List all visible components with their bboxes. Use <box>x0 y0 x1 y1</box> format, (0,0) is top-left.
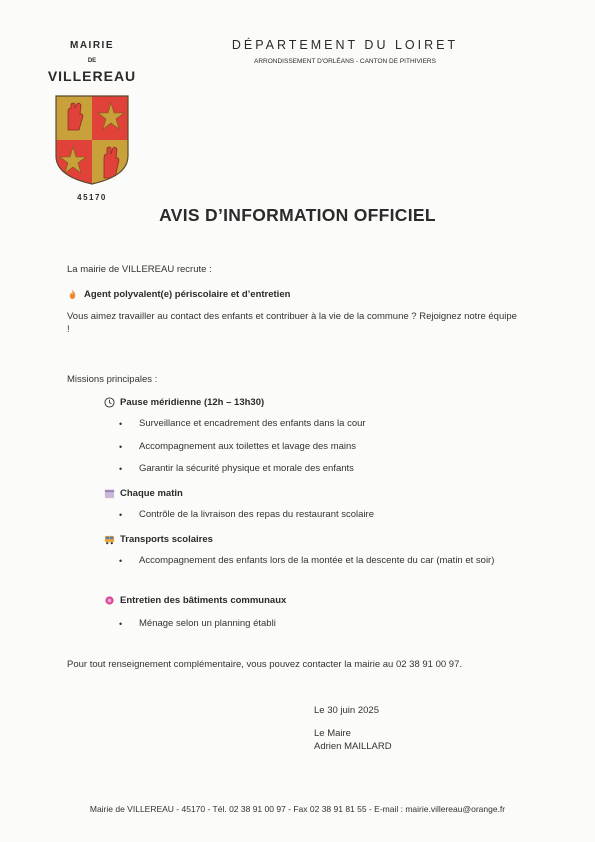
clock-icon <box>104 397 115 408</box>
signatory-name: Adrien MAILLARD <box>314 741 392 752</box>
intro-paragraph: Vous aimez travailler au contact des enfants et contribuer à la vie de la commune ? Rejoignez notre équipe ! <box>67 311 517 335</box>
section-label: Pause méridienne (12h – 13h30) <box>120 397 265 408</box>
list-item: • Contrôle de la livraison des repas du restaurant scolaire <box>119 509 374 520</box>
section-label: Entretien des bâtiments communaux <box>120 595 287 606</box>
postcode: 45170 <box>77 193 107 202</box>
bus-icon <box>104 534 115 545</box>
page-title: AVIS D’INFORMATION OFFICIEL <box>159 205 436 225</box>
section-label: Transports scolaires <box>120 534 213 545</box>
section-morning <box>104 488 183 499</box>
list-item-text: Contrôle de la livraison des repas du restaurant scolaire <box>139 509 374 520</box>
list-item: • Surveillance et encadrement des enfants dans la cour <box>119 418 366 429</box>
mairie-label: MAIRIE <box>70 40 114 51</box>
footer-contact: Mairie de VILLEREAU - 45170 - Tél. 02 38 91 00 97 - Fax 02 38 91 81 55 - E-mail : mairie.villereau@orange.fr <box>89 804 506 814</box>
fire-icon <box>67 289 78 300</box>
document-date: Le 30 juin 2025 <box>314 705 379 716</box>
broom-icon <box>104 595 115 606</box>
calendar-icon <box>104 488 115 499</box>
section-maintenance <box>104 595 286 606</box>
coat-of-arms-icon <box>54 94 130 186</box>
list-item-text: Surveillance et encadrement des enfants dans la cour <box>139 418 366 429</box>
intro-text: La mairie de VILLEREAU recrute : <box>67 264 212 275</box>
list-item: • Accompagnement des enfants lors de la montée et la descente du car (matin et soir) <box>119 555 495 566</box>
arrondissement-line: ARRONDISSEMENT D'ORLÉANS - CANTON DE PITHIVIERS <box>254 58 436 65</box>
signatory-title: Le Maire <box>314 728 351 739</box>
list-item-text: Ménage selon un planning établi <box>139 618 276 629</box>
section-label: Chaque matin <box>120 488 183 499</box>
mairie-de-label: DE <box>87 58 97 64</box>
job-title-row <box>67 289 290 300</box>
commune-name: VILLEREAU <box>47 68 137 84</box>
list-item-text: Accompagnement aux toilettes et lavage des mains <box>139 441 357 452</box>
list-item: • Accompagnement aux toilettes et lavage des mains <box>119 441 357 452</box>
department-title: DÉPARTEMENT DU LOIRET <box>231 38 459 52</box>
contact-paragraph: Pour tout renseignement complémentaire, vous pouvez contacter la mairie au 02 38 91 00 97. <box>67 659 463 670</box>
section-transport <box>104 534 213 545</box>
missions-label: Missions principales : <box>67 374 158 385</box>
list-item: • Ménage selon un planning établi <box>119 618 276 629</box>
list-item-text: Accompagnement des enfants lors de la montée et la descente du car (matin et soir) <box>139 555 495 566</box>
list-item-text: Garantir la sécurité physique et morale des enfants <box>139 463 354 474</box>
job-title: Agent polyvalent(e) périscolaire et d’entretien <box>84 289 291 300</box>
section-lunch-break <box>104 397 264 408</box>
list-item: • Garantir la sécurité physique et morale des enfants <box>119 463 354 474</box>
